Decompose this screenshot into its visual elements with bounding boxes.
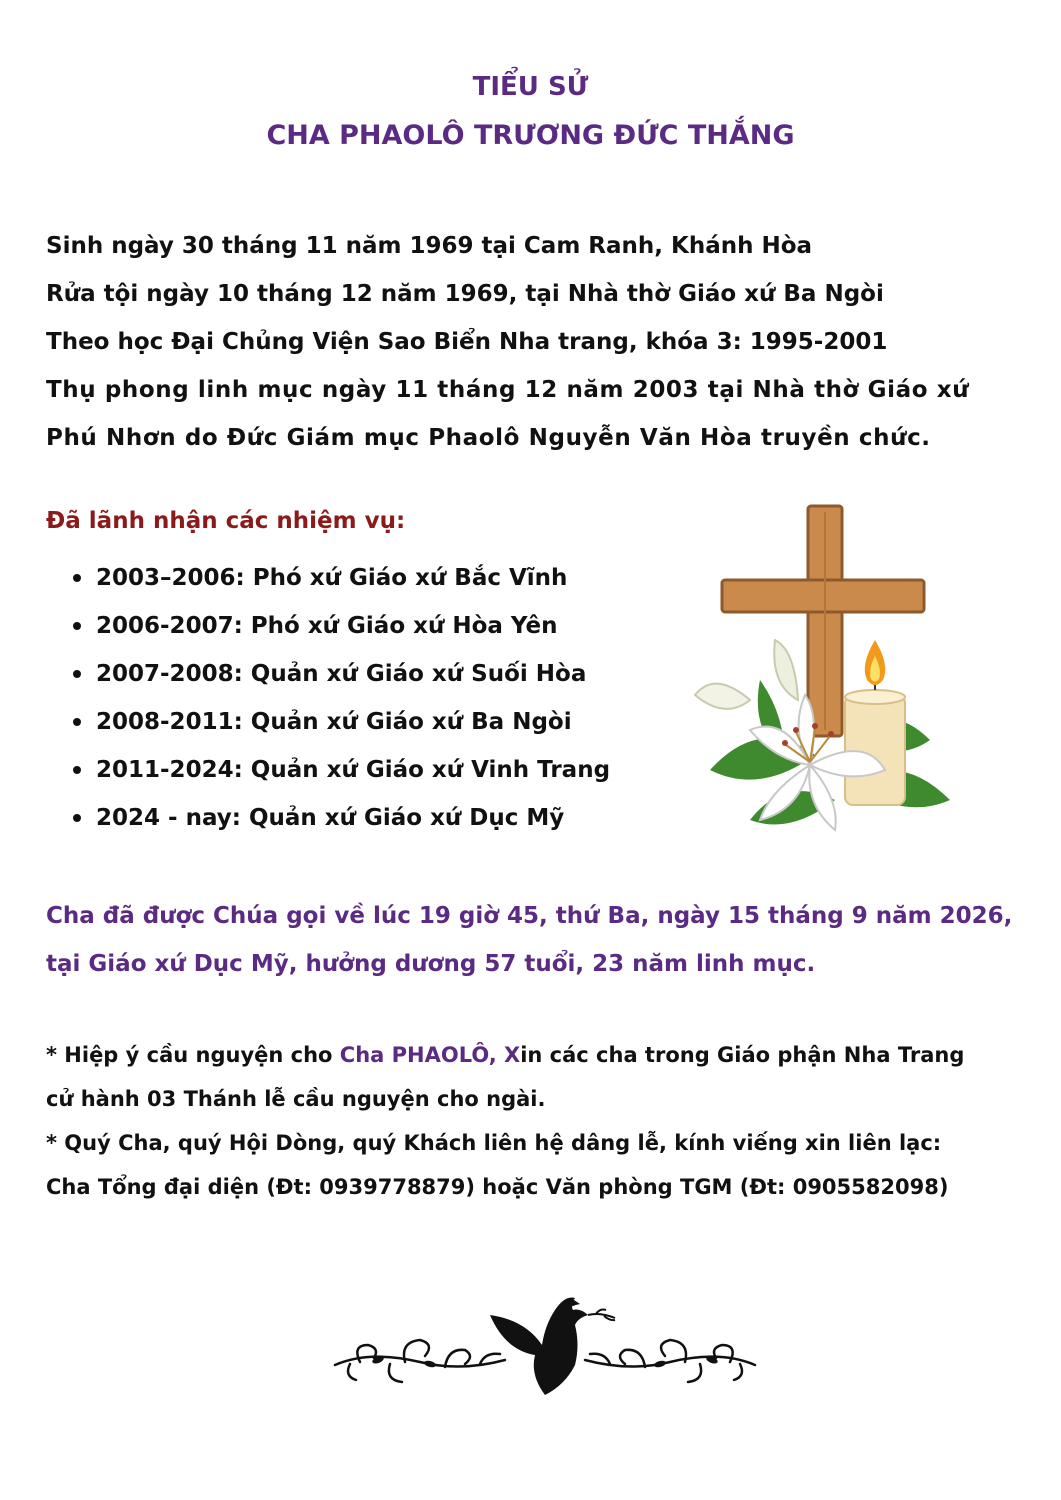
- bio-line: Theo học Đại Chủng Viện Sao Biển Nha trang, khóa 3: 1995-2001: [46, 329, 888, 355]
- cross-candle-lily-icon: [690, 500, 970, 845]
- note-prayer-line2: cử hành 03 Thánh lễ cầu nguyện cho ngài.: [46, 1087, 546, 1111]
- duties-list: [96, 554, 610, 842]
- list-item: 2006-2007: Phó xứ Giáo xứ Hòa Yên: [96, 602, 610, 650]
- page-title-line1: TIỂU SỬ: [472, 72, 589, 102]
- passing-announcement: [46, 892, 1046, 988]
- duties-heading: Đã lãnh nhận các nhiệm vụ:: [46, 508, 406, 534]
- list-item: 2011-2024: Quản xứ Giáo xứ Vinh Trang: [96, 746, 610, 794]
- list-item: 2003–2006: Phó xứ Giáo xứ Bắc Vĩnh: [96, 554, 610, 602]
- note-contact-line2: Cha Tổng đại diện (Đt: 0939778879) hoặc Văn phòng TGM (Đt: 0905582098): [46, 1175, 949, 1199]
- dove-ornament-icon: [330, 1290, 760, 1400]
- note-prayer: [46, 1033, 1046, 1077]
- passing-line: Cha đã được Chúa gọi về lúc 19 giờ 45, thứ Ba, ngày 15 tháng 9 năm 2026,: [46, 903, 1013, 929]
- list-item: 2008-2011: Quản xứ Giáo xứ Ba Ngòi: [96, 698, 610, 746]
- note-highlight: Cha PHAOLÔ, X: [339, 1043, 521, 1067]
- bio-line: Sinh ngày 30 tháng 11 năm 1969 tại Cam Ranh, Khánh Hòa: [46, 233, 813, 259]
- note-text: * Hiệp ý cầu nguyện cho: [46, 1043, 340, 1067]
- bio-line: Phú Nhơn do Đức Giám mục Phaolô Nguyễn Văn Hòa truyền chức.: [46, 425, 931, 451]
- page-title-line2: CHA PHAOLÔ TRƯƠNG ĐỨC THẮNG: [266, 120, 795, 151]
- list-item: 2007-2008: Quản xứ Giáo xứ Suối Hòa: [96, 650, 610, 698]
- notes: [46, 1033, 1046, 1209]
- passing-line: tại Giáo xứ Dục Mỹ, hưởng dương 57 tuổi, 23 năm linh mục.: [46, 951, 816, 977]
- bio-line: Thụ phong linh mục ngày 11 tháng 12 năm 2003 tại Nhà thờ Giáo xứ: [46, 377, 970, 403]
- note-text: in các cha trong Giáo phận Nha Trang: [520, 1043, 965, 1067]
- note-contact: * Quý Cha, quý Hội Dòng, quý Khách liên hệ dâng lễ, kính viếng xin liên lạc:: [46, 1131, 942, 1155]
- bio-line: Rửa tội ngày 10 tháng 12 năm 1969, tại Nhà thờ Giáo xứ Ba Ngòi: [46, 281, 884, 307]
- biography: [46, 222, 1046, 462]
- list-item: 2024 - nay: Quản xứ Giáo xứ Dục Mỹ: [96, 794, 610, 842]
